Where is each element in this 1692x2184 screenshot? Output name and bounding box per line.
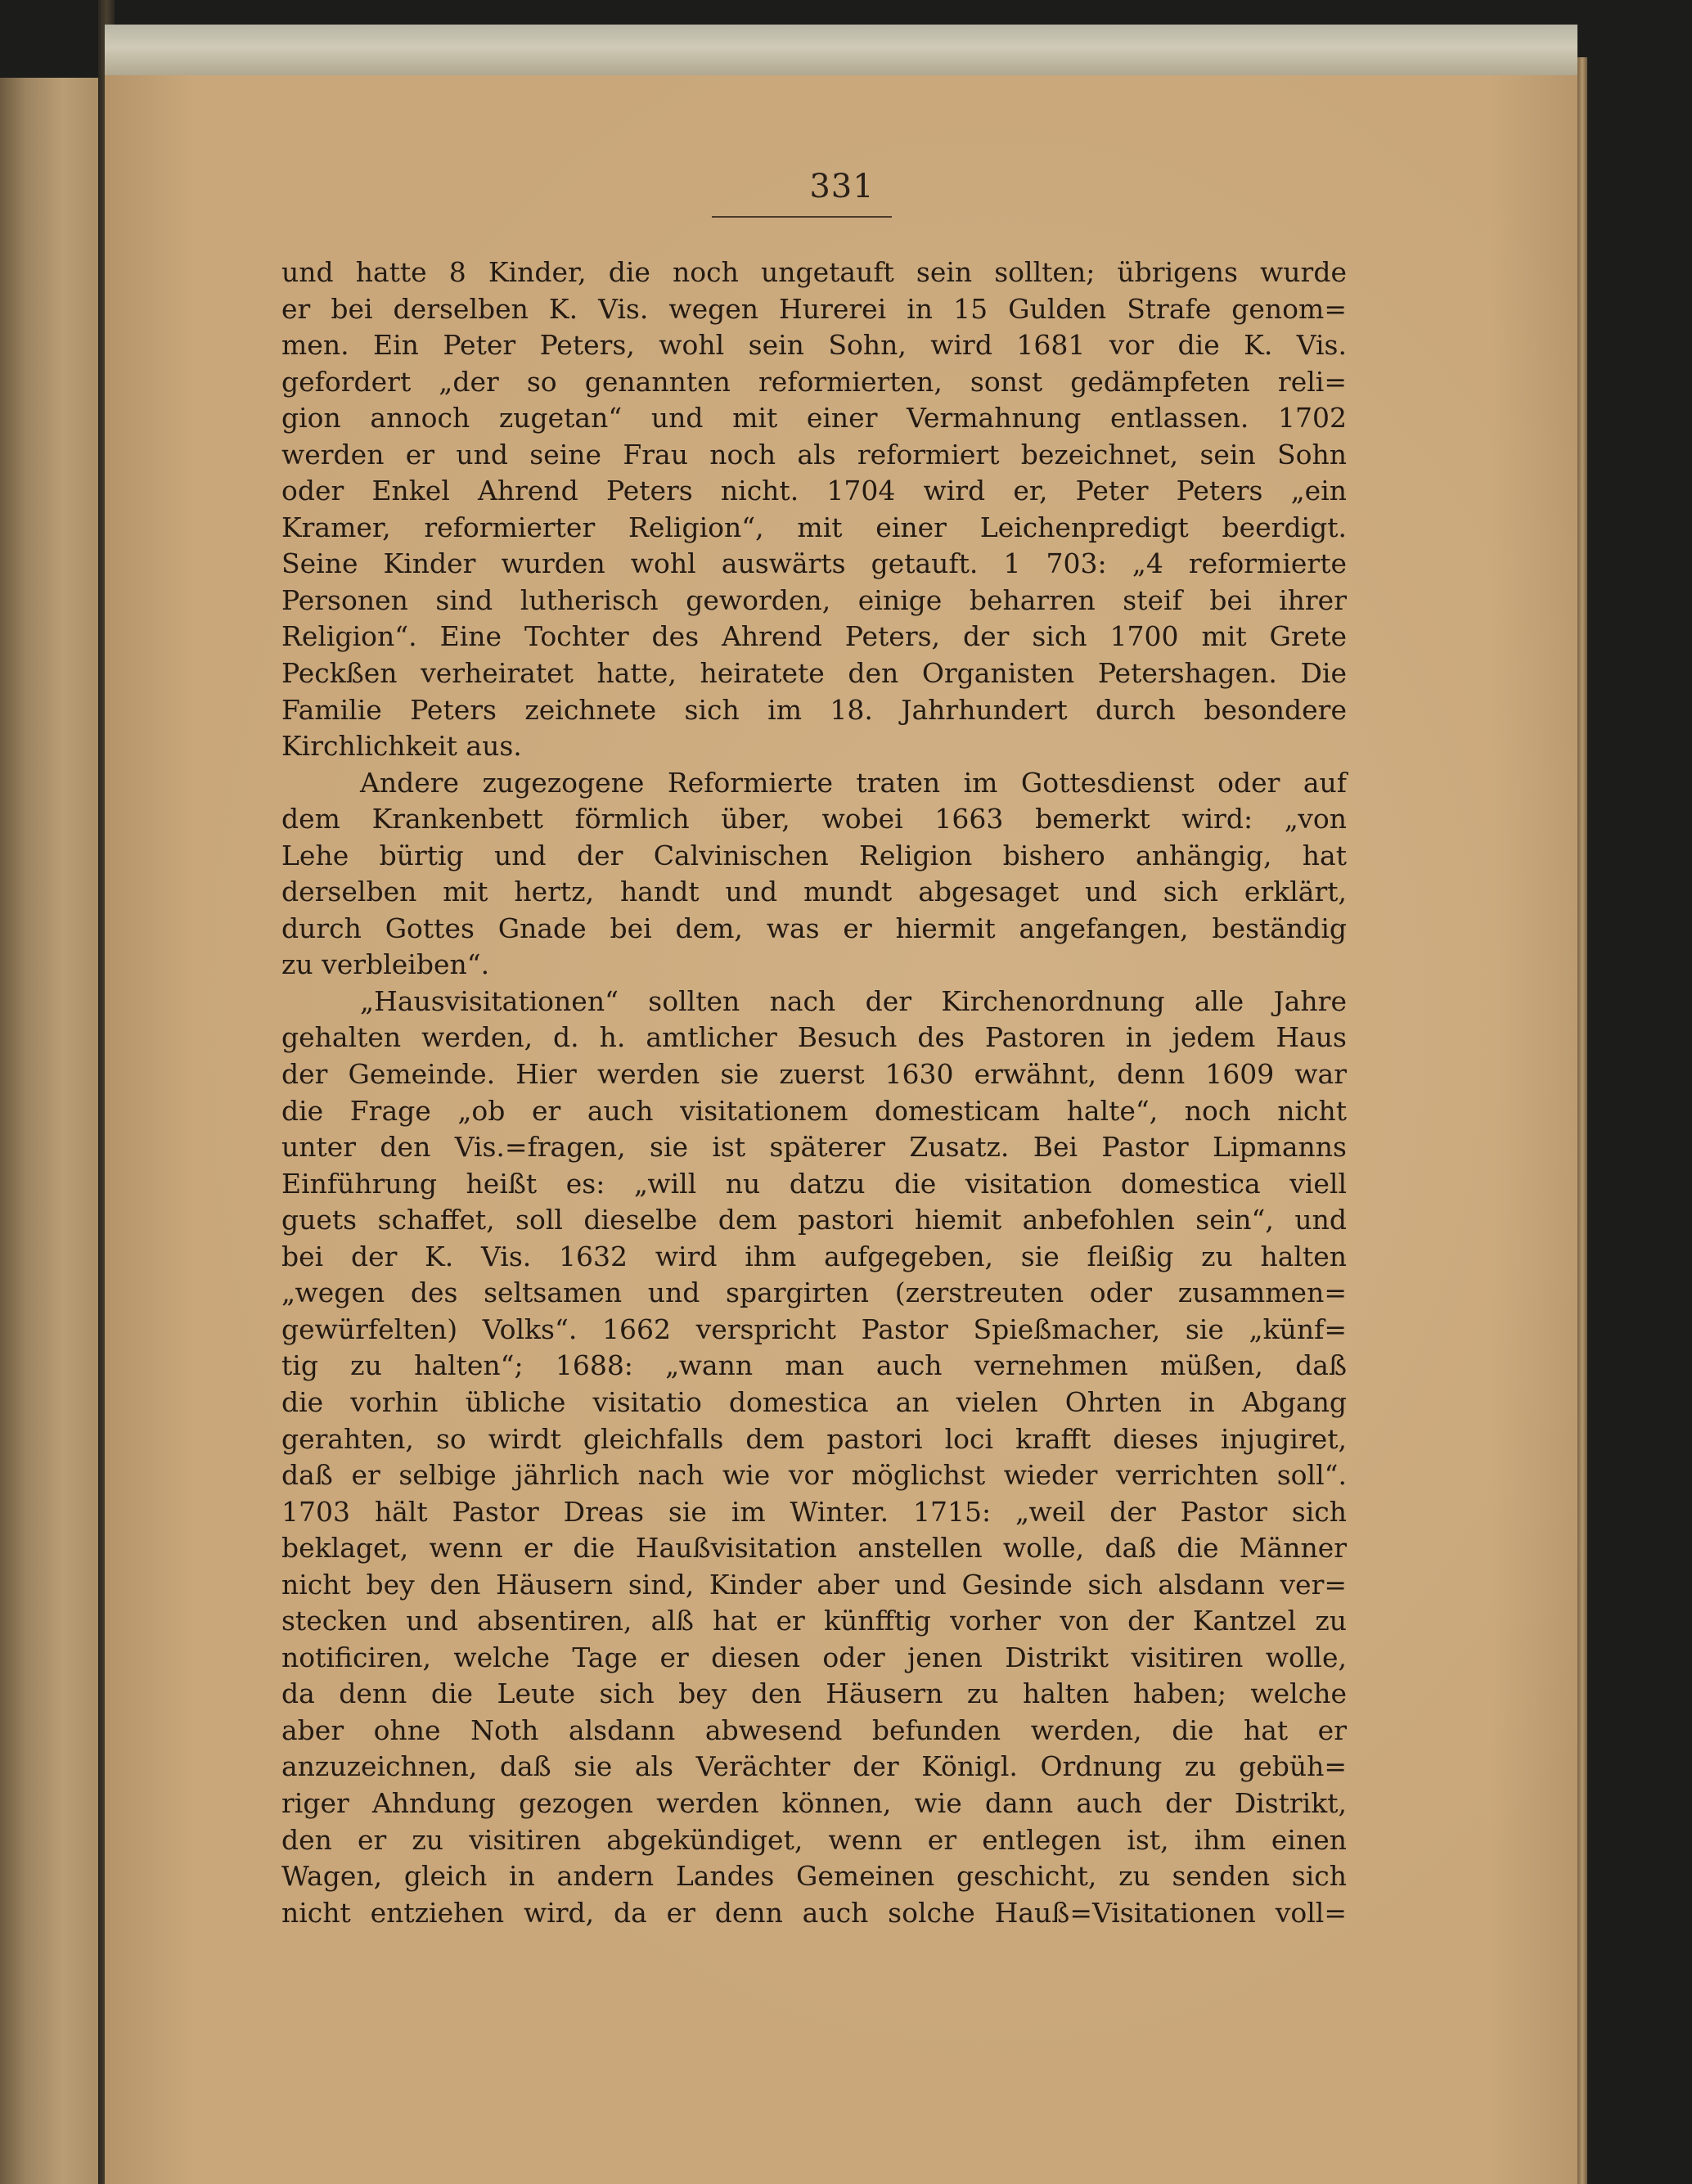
text-line: gewürfelten) Volks“. 1662 verspricht Pastor Spießmacher, sie „künf= <box>281 1313 1347 1345</box>
text-line: aber ohne Noth alsdann abwesend befunden werden, die hat er <box>281 1713 1347 1746</box>
page-header <box>105 168 1579 205</box>
text-line: da denn die Leute sich bey den Häusern zu halten haben; welche <box>281 1677 1347 1710</box>
text-line: die Frage „ob er auch visitationem domesticam halte“, noch nicht <box>281 1094 1347 1127</box>
text-line: unter den Vis.=fragen, sie ist späterer Zusatz. Bei Pastor Lipmanns <box>281 1131 1347 1164</box>
text-line: Wagen, gleich in andern Landes Gemeinen geschicht, zu senden sich <box>281 1860 1347 1893</box>
paragraph-end-line: Kirchlichkeit aus. <box>281 730 522 763</box>
text-line: nicht entziehen wird, da er denn auch solche Hauß=Visitationen voll= <box>281 1896 1347 1929</box>
text-line: men. Ein Peter Peters, wohl sein Sohn, wird 1681 vor die K. Vis. <box>281 329 1347 362</box>
text-line: der Gemeinde. Hier werden sie zuerst 1630 erwähnt, denn 1609 war <box>281 1058 1347 1091</box>
text-line: Religion“. Eine Tochter des Ahrend Peters, der sich 1700 mit Grete <box>281 620 1347 653</box>
text-line: die vorhin übliche visitatio domestica an vielen Ohrten in Abgang <box>281 1385 1347 1418</box>
text-line: werden er und seine Frau noch als reformiert bezeichnet, sein Sohn <box>281 438 1347 471</box>
text-line: und hatte 8 Kinder, die noch ungetauft sein sollten; übrigens wurde <box>281 256 1347 288</box>
text-line: stecken und absentiren, alß hat er künfftig vorher von der Kantzel zu <box>281 1605 1347 1637</box>
text-line: er bei derselben K. Vis. wegen Hurerei in 15 Gulden Strafe genom= <box>281 292 1347 325</box>
text-line: daß er selbige jährlich nach wie vor möglichst wieder verrichten soll“. <box>281 1459 1347 1492</box>
body-text <box>281 254 1347 1931</box>
text-line: 1703 hält Pastor Dreas sie im Winter. 1715: „weil der Pastor sich <box>281 1495 1347 1528</box>
paragraph-end-line: zu verbleiben“. <box>281 948 490 981</box>
header-rule <box>712 216 892 218</box>
paragraph-start-line: Andere zugezogene Reformierte traten im Gottesdienst oder auf <box>360 766 1347 799</box>
text-line: nicht bey den Häusern sind, Kinder aber und Gesinde sich alsdann ver= <box>281 1568 1347 1601</box>
text-line: guets schaffet, soll dieselbe dem pastori hiemit anbefohlen sein“, und <box>281 1204 1347 1236</box>
text-line: tig zu halten“; 1688: „wann man auch vernehmen müßen, daß <box>281 1349 1347 1382</box>
text-line: gehalten werden, d. h. amtlicher Besuch des Pastoren in jedem Haus <box>281 1021 1347 1054</box>
text-line: gefordert „der so genannten reformierten, sonst gedämpfeten reli= <box>281 365 1347 398</box>
text-line: Einführung heißt es: „will nu datzu die visitation domestica viell <box>281 1167 1347 1200</box>
text-line: Lehe bürtig und der Calvinischen Religion bishero anhängig, hat <box>281 839 1347 871</box>
text-line: beklaget, wenn er die Haußvisitation anstellen wolle, daß die Männer <box>281 1532 1347 1565</box>
left-page-edge <box>0 78 105 2184</box>
paragraph-start-line: „Hausvisitationen“ sollten nach der Kirchenordnung alle Jahre <box>360 984 1347 1017</box>
text-line: gion annoch zugetan“ und mit einer Vermahnung entlassen. 1702 <box>281 402 1347 435</box>
text-line: Familie Peters zeichnete sich im 18. Jahrhundert durch besondere <box>281 693 1347 726</box>
text-line: riger Ahndung gezogen werden können, wie dann auch der Distrikt, <box>281 1786 1347 1819</box>
text-line: den er zu visitiren abgekündiget, wenn er entlegen ist, ihm einen <box>281 1823 1347 1856</box>
text-line: notificiren, welche Tage er diesen oder jenen Distrikt visitiren wolle, <box>281 1641 1347 1673</box>
text-line: dem Krankenbett förmlich über, wobei 1663 bemerkt wird: „von <box>281 803 1347 835</box>
text-line: gerahten, so wirdt gleichfalls dem pastori loci krafft dieses injugiret, <box>281 1422 1347 1455</box>
text-line: durch Gottes Gnade bei dem, was er hiermit angefangen, beständig <box>281 912 1347 944</box>
text-line: Seine Kinder wurden wohl auswärts getauft. 1 703: „4 reformierte <box>281 547 1347 580</box>
text-line: Personen sind lutherisch geworden, einige beharren steif bei ihrer <box>281 583 1347 616</box>
text-line: derselben mit hertz, handt und mundt abgesaget und sich erklärt, <box>281 876 1347 908</box>
text-line: bei der K. Vis. 1632 wird ihm aufgegeben, sie fleißig zu halten <box>281 1240 1347 1272</box>
page-stack-edge <box>1577 57 1587 2184</box>
binding-tape <box>105 25 1577 82</box>
text-line: „wegen des seltsamen und spargirten (zerstreuten oder zusammen= <box>281 1277 1347 1309</box>
page-number: 331 <box>809 168 875 205</box>
text-line: oder Enkel Ahrend Peters nicht. 1704 wird er, Peter Peters „ein <box>281 475 1347 507</box>
text-line: Kramer, reformierter Religion“, mit einer Leichenpredigt beerdigt. <box>281 511 1347 543</box>
text-line: anzuzeichnen, daß sie als Verächter der Königl. Ordnung zu gebüh= <box>281 1750 1347 1783</box>
text-line: Peckßen verheiratet hatte, heiratete den Organisten Petershagen. Die <box>281 657 1347 690</box>
